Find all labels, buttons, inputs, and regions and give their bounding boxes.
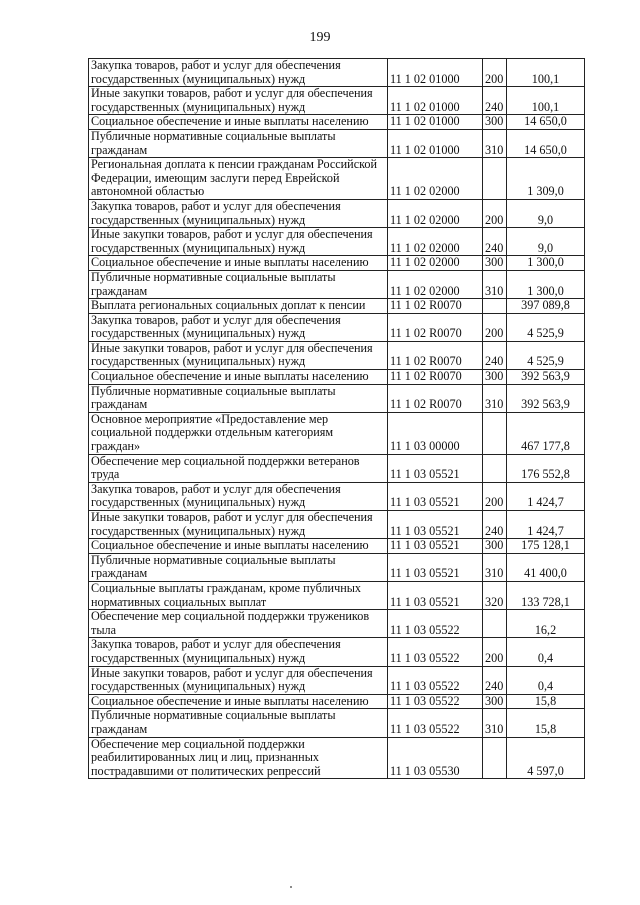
- table-row: [89, 482, 585, 510]
- row-name-cell: Публичные нормативные социальные выплаты гражданам: [89, 553, 388, 581]
- table-row: [89, 115, 585, 130]
- page-speck: [290, 886, 292, 888]
- row-type-cell: 300: [483, 256, 507, 271]
- row-type-cell: 200: [483, 313, 507, 341]
- row-code-cell: 11 1 03 05521: [388, 539, 483, 554]
- row-code-cell: 11 1 02 02000: [388, 158, 483, 200]
- table-row: [89, 737, 585, 779]
- row-type-cell: 300: [483, 694, 507, 709]
- row-type-cell: 240: [483, 228, 507, 256]
- table-row: [89, 87, 585, 115]
- row-amount-cell: 0,4: [507, 638, 585, 666]
- row-name-cell: Публичные нормативные социальные выплаты гражданам: [89, 384, 388, 412]
- table-row: [89, 454, 585, 482]
- row-code-cell: 11 1 03 05521: [388, 553, 483, 581]
- row-type-cell: 240: [483, 87, 507, 115]
- row-name-cell: Закупка товаров, работ и услуг для обеспечения государственных (муниципальных) нужд: [89, 199, 388, 227]
- table-row: [89, 539, 585, 554]
- row-code-cell: 11 1 02 02000: [388, 270, 483, 298]
- table-row: [89, 412, 585, 454]
- row-amount-cell: 1 300,0: [507, 270, 585, 298]
- row-name-cell: Социальное обеспечение и иные выплаты населению: [89, 370, 388, 385]
- row-name-cell: Обеспечение мер социальной поддержки ветеранов труда: [89, 454, 388, 482]
- row-amount-cell: 1 300,0: [507, 256, 585, 271]
- row-code-cell: 11 1 03 05522: [388, 694, 483, 709]
- row-type-cell: [483, 158, 507, 200]
- row-type-cell: 200: [483, 59, 507, 87]
- row-code-cell: 11 1 03 05521: [388, 582, 483, 610]
- row-amount-cell: 9,0: [507, 228, 585, 256]
- row-type-cell: 240: [483, 511, 507, 539]
- row-name-cell: Социальное обеспечение и иные выплаты населению: [89, 539, 388, 554]
- row-code-cell: 11 1 02 R0070: [388, 313, 483, 341]
- row-amount-cell: 1 424,7: [507, 482, 585, 510]
- table-row: [89, 270, 585, 298]
- row-amount-cell: 4 525,9: [507, 341, 585, 369]
- table-row: [89, 228, 585, 256]
- table-row: [89, 666, 585, 694]
- row-code-cell: 11 1 03 05521: [388, 454, 483, 482]
- row-amount-cell: 392 563,9: [507, 384, 585, 412]
- row-name-cell: Закупка товаров, работ и услуг для обеспечения государственных (муниципальных) нужд: [89, 59, 388, 87]
- row-name-cell: Социальное обеспечение и иные выплаты населению: [89, 256, 388, 271]
- budget-table-body: [89, 59, 585, 779]
- row-amount-cell: 16,2: [507, 610, 585, 638]
- row-name-cell: Иные закупки товаров, работ и услуг для обеспечения государственных (муниципальных) нужд: [89, 341, 388, 369]
- row-code-cell: 11 1 03 00000: [388, 412, 483, 454]
- row-type-cell: 310: [483, 709, 507, 737]
- row-code-cell: 11 1 02 R0070: [388, 370, 483, 385]
- row-name-cell: Закупка товаров, работ и услуг для обеспечения государственных (муниципальных) нужд: [89, 482, 388, 510]
- row-type-cell: [483, 454, 507, 482]
- row-code-cell: 11 1 03 05521: [388, 511, 483, 539]
- row-code-cell: 11 1 02 02000: [388, 199, 483, 227]
- row-type-cell: [483, 299, 507, 314]
- row-name-cell: Публичные нормативные социальные выплаты гражданам: [89, 709, 388, 737]
- table-row: [89, 256, 585, 271]
- row-type-cell: 200: [483, 638, 507, 666]
- row-amount-cell: 397 089,8: [507, 299, 585, 314]
- table-row: [89, 511, 585, 539]
- row-type-cell: 300: [483, 539, 507, 554]
- row-amount-cell: 15,8: [507, 709, 585, 737]
- row-type-cell: [483, 610, 507, 638]
- row-name-cell: Иные закупки товаров, работ и услуг для обеспечения государственных (муниципальных) нужд: [89, 511, 388, 539]
- table-row: [89, 638, 585, 666]
- row-type-cell: 300: [483, 115, 507, 130]
- row-type-cell: 200: [483, 482, 507, 510]
- row-name-cell: Закупка товаров, работ и услуг для обеспечения государственных (муниципальных) нужд: [89, 638, 388, 666]
- row-name-cell: Выплата региональных социальных доплат к пенсии: [89, 299, 388, 314]
- row-name-cell: Иные закупки товаров, работ и услуг для обеспечения государственных (муниципальных) нужд: [89, 87, 388, 115]
- row-amount-cell: 4 525,9: [507, 313, 585, 341]
- row-code-cell: 11 1 02 R0070: [388, 299, 483, 314]
- row-name-cell: Публичные нормативные социальные выплаты гражданам: [89, 129, 388, 157]
- row-code-cell: 11 1 03 05530: [388, 737, 483, 779]
- row-code-cell: 11 1 03 05522: [388, 666, 483, 694]
- row-name-cell: Основное мероприятие «Предоставление мер социальной поддержки отдельным категориям граждан»: [89, 412, 388, 454]
- table-row: [89, 384, 585, 412]
- row-type-cell: 300: [483, 370, 507, 385]
- row-amount-cell: 9,0: [507, 199, 585, 227]
- row-type-cell: [483, 737, 507, 779]
- row-code-cell: 11 1 02 02000: [388, 256, 483, 271]
- row-amount-cell: 100,1: [507, 59, 585, 87]
- row-name-cell: Иные закупки товаров, работ и услуг для обеспечения государственных (муниципальных) нужд: [89, 666, 388, 694]
- row-amount-cell: 176 552,8: [507, 454, 585, 482]
- row-type-cell: 310: [483, 384, 507, 412]
- row-name-cell: Публичные нормативные социальные выплаты гражданам: [89, 270, 388, 298]
- table-row: [89, 59, 585, 87]
- row-type-cell: 310: [483, 270, 507, 298]
- row-amount-cell: 392 563,9: [507, 370, 585, 385]
- row-code-cell: 11 1 02 01000: [388, 129, 483, 157]
- row-code-cell: 11 1 02 R0070: [388, 341, 483, 369]
- row-type-cell: 240: [483, 341, 507, 369]
- row-code-cell: 11 1 03 05522: [388, 638, 483, 666]
- row-type-cell: [483, 412, 507, 454]
- table-row: [89, 694, 585, 709]
- table-row: [89, 158, 585, 200]
- row-type-cell: 310: [483, 129, 507, 157]
- row-name-cell: Закупка товаров, работ и услуг для обеспечения государственных (муниципальных) нужд: [89, 313, 388, 341]
- table-row: [89, 341, 585, 369]
- row-name-cell: Обеспечение мер социальной поддержки реабилитированных лиц и лиц, признанных пострадавшими от политических репрессий: [89, 737, 388, 779]
- row-name-cell: Социальные выплаты гражданам, кроме публичных нормативных социальных выплат: [89, 582, 388, 610]
- row-name-cell: Социальное обеспечение и иные выплаты населению: [89, 115, 388, 130]
- row-amount-cell: 467 177,8: [507, 412, 585, 454]
- row-code-cell: 11 1 02 01000: [388, 87, 483, 115]
- row-amount-cell: 1 424,7: [507, 511, 585, 539]
- row-code-cell: 11 1 03 05522: [388, 709, 483, 737]
- row-code-cell: 11 1 02 02000: [388, 228, 483, 256]
- row-amount-cell: 15,8: [507, 694, 585, 709]
- row-amount-cell: 41 400,0: [507, 553, 585, 581]
- row-type-cell: 320: [483, 582, 507, 610]
- page-number: 199: [309, 30, 331, 45]
- table-row: [89, 199, 585, 227]
- table-row: [89, 299, 585, 314]
- row-name-cell: Региональная доплата к пенсии гражданам Российской Федерации, имеющим заслуги перед Еврейской автономной областью: [89, 158, 388, 200]
- row-amount-cell: 100,1: [507, 87, 585, 115]
- row-amount-cell: 14 650,0: [507, 129, 585, 157]
- row-type-cell: 310: [483, 553, 507, 581]
- row-code-cell: 11 1 02 R0070: [388, 384, 483, 412]
- row-code-cell: 11 1 03 05522: [388, 610, 483, 638]
- table-row: [89, 370, 585, 385]
- table-row: [89, 582, 585, 610]
- row-amount-cell: 4 597,0: [507, 737, 585, 779]
- row-name-cell: Социальное обеспечение и иные выплаты населению: [89, 694, 388, 709]
- row-name-cell: Обеспечение мер социальной поддержки тружеников тыла: [89, 610, 388, 638]
- row-amount-cell: 1 309,0: [507, 158, 585, 200]
- row-code-cell: 11 1 02 01000: [388, 115, 483, 130]
- row-amount-cell: 0,4: [507, 666, 585, 694]
- row-amount-cell: 14 650,0: [507, 115, 585, 130]
- row-name-cell: Иные закупки товаров, работ и услуг для обеспечения государственных (муниципальных) нужд: [89, 228, 388, 256]
- table-row: [89, 610, 585, 638]
- row-type-cell: 240: [483, 666, 507, 694]
- row-code-cell: 11 1 03 05521: [388, 482, 483, 510]
- table-row: [89, 129, 585, 157]
- row-amount-cell: 175 128,1: [507, 539, 585, 554]
- row-amount-cell: 133 728,1: [507, 582, 585, 610]
- row-type-cell: 200: [483, 199, 507, 227]
- row-code-cell: 11 1 02 01000: [388, 59, 483, 87]
- table-row: [89, 553, 585, 581]
- table-row: [89, 709, 585, 737]
- budget-table: [88, 58, 585, 779]
- table-row: [89, 313, 585, 341]
